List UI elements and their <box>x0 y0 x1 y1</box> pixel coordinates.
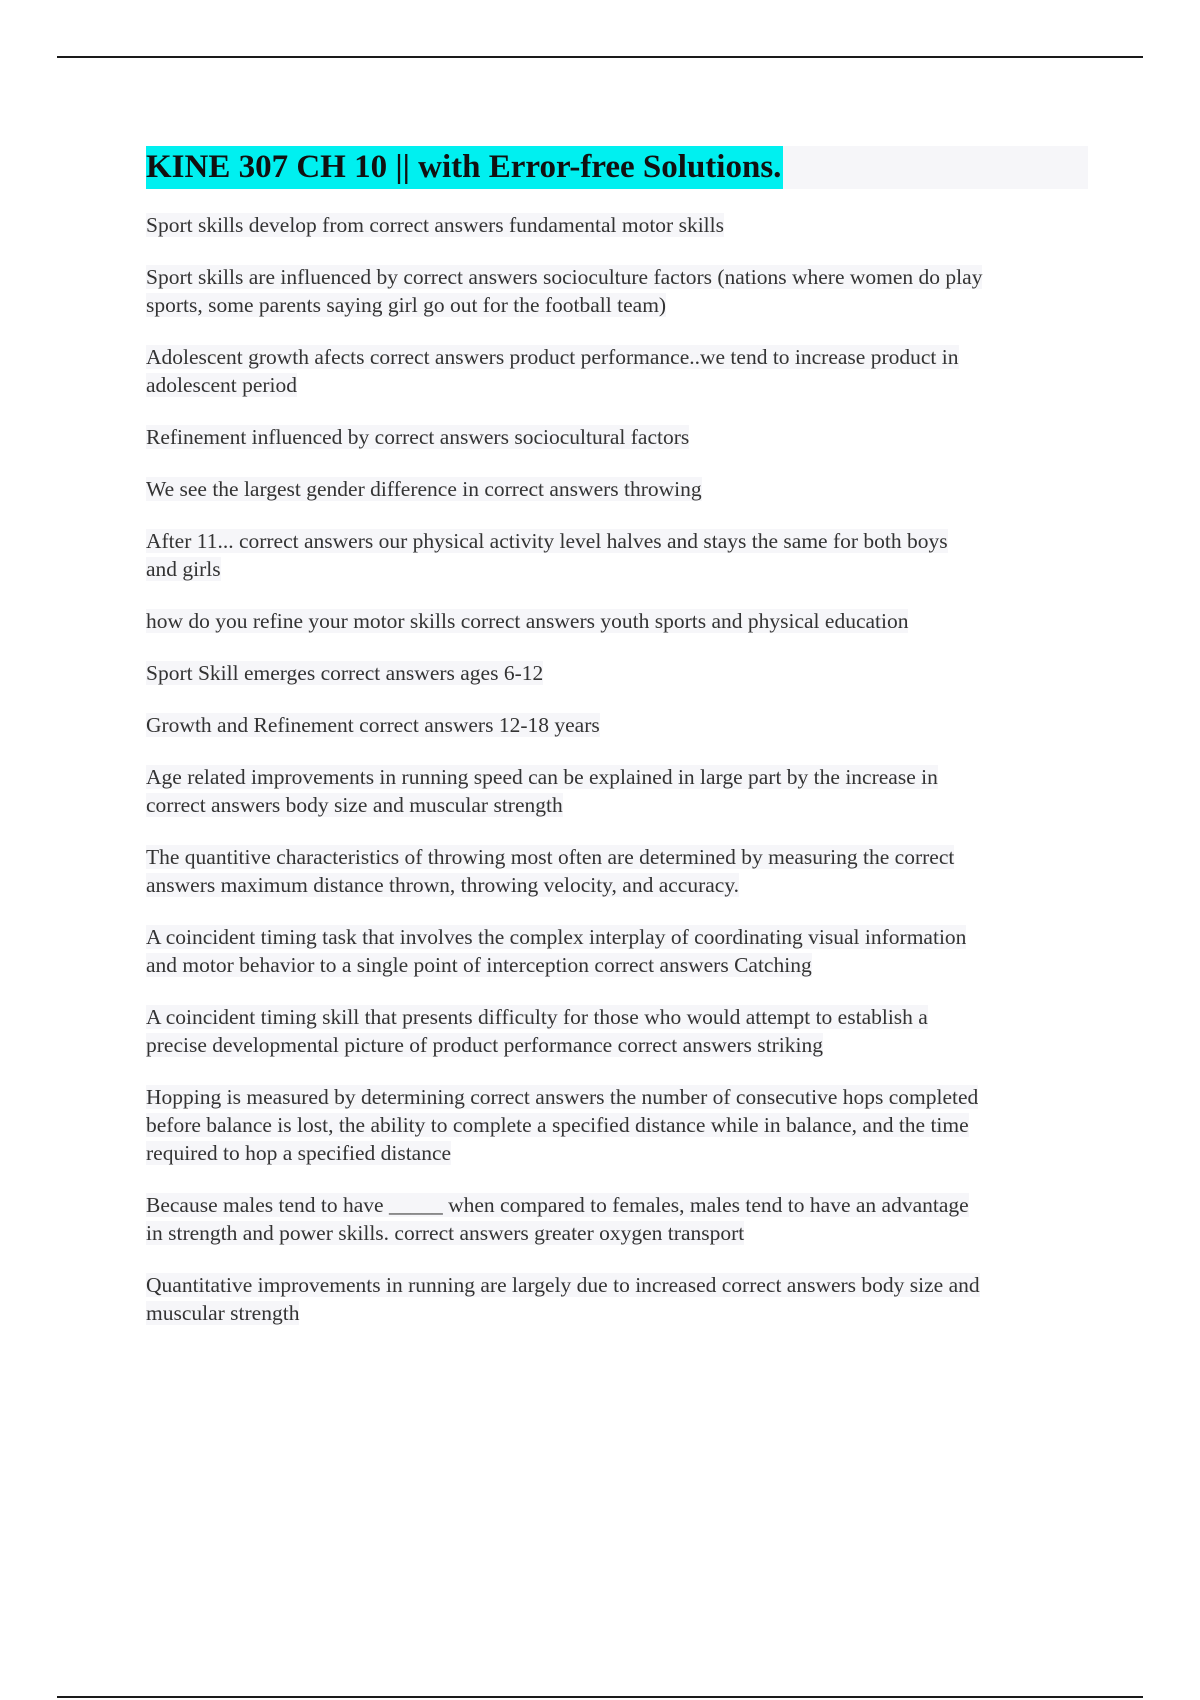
qa-item <box>146 659 1088 687</box>
qa-line: Sport skills are influenced by correct answers socioculture factors (nations where women do play <box>146 265 983 289</box>
qa-item <box>146 211 1088 239</box>
qa-line: before balance is lost, the ability to complete a specified distance while in balance, and the time <box>146 1113 969 1137</box>
qa-line: correct answers body size and muscular strength <box>146 793 563 817</box>
qa-line-wrap <box>146 871 1088 899</box>
document-title: KINE 307 CH 10 || with Error-free Solutions. <box>146 146 783 189</box>
qa-line: adolescent period <box>146 373 298 397</box>
qa-line: answers maximum distance thrown, throwing velocity, and accuracy. <box>146 873 740 897</box>
qa-line-wrap <box>146 343 1088 371</box>
qa-item <box>146 423 1088 451</box>
qa-line-wrap <box>146 607 1088 635</box>
qa-line-wrap <box>146 475 1088 503</box>
qa-line: and motor behavior to a single point of interception correct answers Catching <box>146 953 812 977</box>
qa-item <box>146 1271 1088 1327</box>
qa-line-wrap <box>146 923 1088 951</box>
qa-line: muscular strength <box>146 1301 300 1325</box>
qa-line-wrap <box>146 1139 1088 1167</box>
document-body <box>146 146 1088 1351</box>
qa-line: We see the largest gender difference in correct answers throwing <box>146 477 702 501</box>
qa-line-wrap <box>146 371 1088 399</box>
qa-line-wrap <box>146 659 1088 687</box>
qa-list <box>146 211 1088 1327</box>
qa-line-wrap <box>146 527 1088 555</box>
qa-item <box>146 711 1088 739</box>
qa-item <box>146 263 1088 319</box>
qa-line: A coincident timing skill that presents difficulty for those who would attempt to establish a <box>146 1005 928 1029</box>
qa-line-wrap <box>146 1299 1088 1327</box>
qa-line: Because males tend to have _____ when compared to females, males tend to have an advantage <box>146 1193 969 1217</box>
qa-line: Adolescent growth afects correct answers product performance..we tend to increase product in <box>146 345 959 369</box>
qa-line: Quantitative improvements in running are largely due to increased correct answers body size and <box>146 1273 980 1297</box>
qa-line: in strength and power skills. correct answers greater oxygen transport <box>146 1221 745 1245</box>
qa-item <box>146 475 1088 503</box>
qa-item <box>146 607 1088 635</box>
qa-line: Age related improvements in running speed can be explained in large part by the increase in <box>146 765 938 789</box>
top-rule <box>57 56 1143 58</box>
qa-line: Hopping is measured by determining correct answers the number of consecutive hops completed <box>146 1085 979 1109</box>
qa-line: Sport Skill emerges correct answers ages 6-12 <box>146 661 544 685</box>
qa-line: how do you refine your motor skills correct answers youth sports and physical education <box>146 609 909 633</box>
qa-line-wrap <box>146 291 1088 319</box>
qa-line: required to hop a specified distance <box>146 1141 452 1165</box>
qa-line: Sport skills develop from correct answers fundamental motor skills <box>146 213 724 237</box>
bottom-rule <box>57 1696 1143 1698</box>
qa-line-wrap <box>146 555 1088 583</box>
qa-line-wrap <box>146 211 1088 239</box>
qa-item <box>146 1003 1088 1059</box>
qa-line: After 11... correct answers our physical activity level halves and stays the same for both boys <box>146 529 948 553</box>
qa-item <box>146 1191 1088 1247</box>
qa-line-wrap <box>146 1191 1088 1219</box>
qa-line-wrap <box>146 1219 1088 1247</box>
qa-line-wrap <box>146 1031 1088 1059</box>
qa-line-wrap <box>146 951 1088 979</box>
qa-line-wrap <box>146 1271 1088 1299</box>
qa-line-wrap <box>146 843 1088 871</box>
qa-line: Refinement influenced by correct answers sociocultural factors <box>146 425 690 449</box>
qa-line-wrap <box>146 1003 1088 1031</box>
qa-line-wrap <box>146 423 1088 451</box>
qa-line: precise developmental picture of product performance correct answers striking <box>146 1033 823 1057</box>
qa-item <box>146 763 1088 819</box>
qa-line-wrap <box>146 1111 1088 1139</box>
qa-line-wrap <box>146 763 1088 791</box>
qa-line-wrap <box>146 791 1088 819</box>
title-bar <box>146 146 1088 189</box>
qa-line-wrap <box>146 263 1088 291</box>
qa-item <box>146 923 1088 979</box>
qa-item <box>146 1083 1088 1167</box>
qa-line: The quantitive characteristics of throwing most often are determined by measuring the correct <box>146 845 955 869</box>
qa-line: and girls <box>146 557 221 581</box>
qa-item <box>146 527 1088 583</box>
qa-line: Growth and Refinement correct answers 12-18 years <box>146 713 600 737</box>
qa-item <box>146 843 1088 899</box>
qa-line-wrap <box>146 1083 1088 1111</box>
qa-line-wrap <box>146 711 1088 739</box>
qa-line: sports, some parents saying girl go out for the football team) <box>146 293 667 317</box>
qa-line: A coincident timing task that involves the complex interplay of coordinating visual information <box>146 925 967 949</box>
qa-item <box>146 343 1088 399</box>
